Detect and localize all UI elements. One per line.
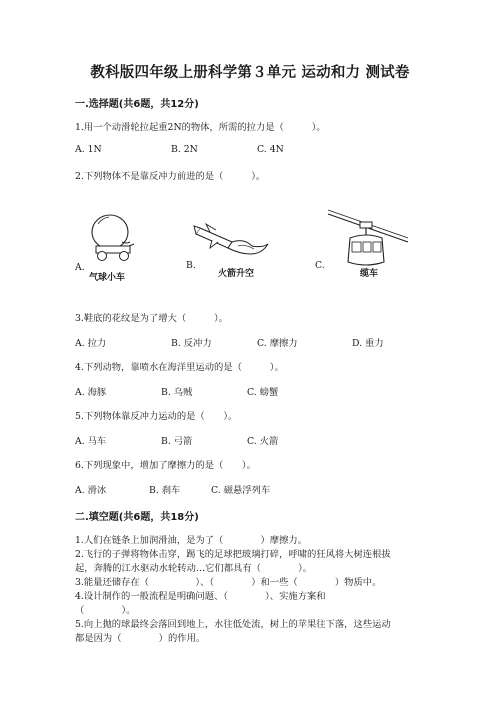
- q2-option-a: A.: [75, 262, 85, 273]
- question-4: 4.下列动物，靠喷水在海洋里运动的是（ ）。: [75, 362, 284, 373]
- q3-option-d: D. 重力: [352, 338, 384, 349]
- balloon-car-label: 气球小车: [89, 273, 126, 283]
- question-1: 1.用一个动滑轮拉起重2N的物体，所需的拉力是（ ）。: [75, 122, 326, 133]
- q3-option-b: B. 反冲力: [171, 338, 212, 349]
- q4-option-b: B. 乌贼: [161, 387, 193, 398]
- fill-line-5: 4.设计制作的一般流程是明确问题、（ ）、实施方案和: [75, 591, 326, 602]
- fill-line-2: 2.飞行的子弹将物体击穿，踢飞的足球把玻璃打碎，呼啸的狂风将大树连根拔: [75, 549, 391, 560]
- fill-line-6: （ ）。: [75, 605, 136, 616]
- fill-line-1: 1.人们在链条上加润滑油，是为了（ ）摩擦力。: [75, 535, 307, 546]
- fill-line-7: 5.向上抛的球最终会落回到地上，水往低处流，树上的苹果往下落，这些运动: [75, 619, 391, 630]
- q5-option-b: B. 弓箭: [161, 436, 193, 447]
- q6-option-c: C. 磁悬浮列车: [211, 485, 271, 496]
- q1-option-c: C. 4N: [257, 144, 284, 155]
- q4-option-c: C. 螃蟹: [247, 387, 279, 398]
- question-2: 2.下列物体不是靠反冲力前进的是（ ）。: [75, 171, 266, 182]
- rocket-launch-picture: [192, 218, 272, 262]
- cable-car-picture: [326, 208, 410, 270]
- q5-option-a: A. 马车: [75, 436, 107, 447]
- fill-line-8: 都是因为（ ）的作用。: [75, 633, 206, 644]
- question-6: 6.下列现象中，增加了摩擦力的是（ ）。: [75, 460, 256, 471]
- page-title: 教科版四年级上册科学第３单元 运动和力 测试卷: [90, 65, 410, 81]
- q6-option-a: A. 滑冰: [75, 485, 107, 496]
- q6-option-b: B. 刹车: [149, 485, 181, 496]
- q1-option-a: A. 1N: [75, 144, 102, 155]
- q2-option-b: B.: [186, 260, 196, 271]
- section-heading-choice: 一.选择题(共6题，共12分): [75, 99, 199, 110]
- section-heading-fill: 二.填空题(共6题，共18分): [75, 512, 199, 523]
- q1-option-b: B. 2N: [171, 144, 198, 155]
- balloon-car-picture: [82, 208, 144, 268]
- question-3: 3.鞋底的花纹是为了增大（ ）。: [75, 313, 228, 324]
- rocket-launch-label: 火箭升空: [218, 269, 255, 279]
- fill-line-4: 3.能量还储存在（ ）、（ ）和一些（ ）物质中。: [75, 577, 382, 588]
- q3-option-a: A. 拉力: [75, 338, 107, 349]
- q2-option-c: C.: [315, 260, 325, 271]
- q4-option-a: A. 海豚: [75, 387, 107, 398]
- cable-car-label: 缆车: [360, 269, 379, 279]
- question-5: 5.下列物体靠反冲力运动的是（ ）。: [75, 411, 238, 422]
- q3-option-c: C. 摩擦力: [257, 338, 298, 349]
- q5-option-c: C. 火箭: [247, 436, 279, 447]
- fill-line-3: 起，奔腾的江水驱动水轮转动…它们都具有（ ）。: [75, 563, 313, 574]
